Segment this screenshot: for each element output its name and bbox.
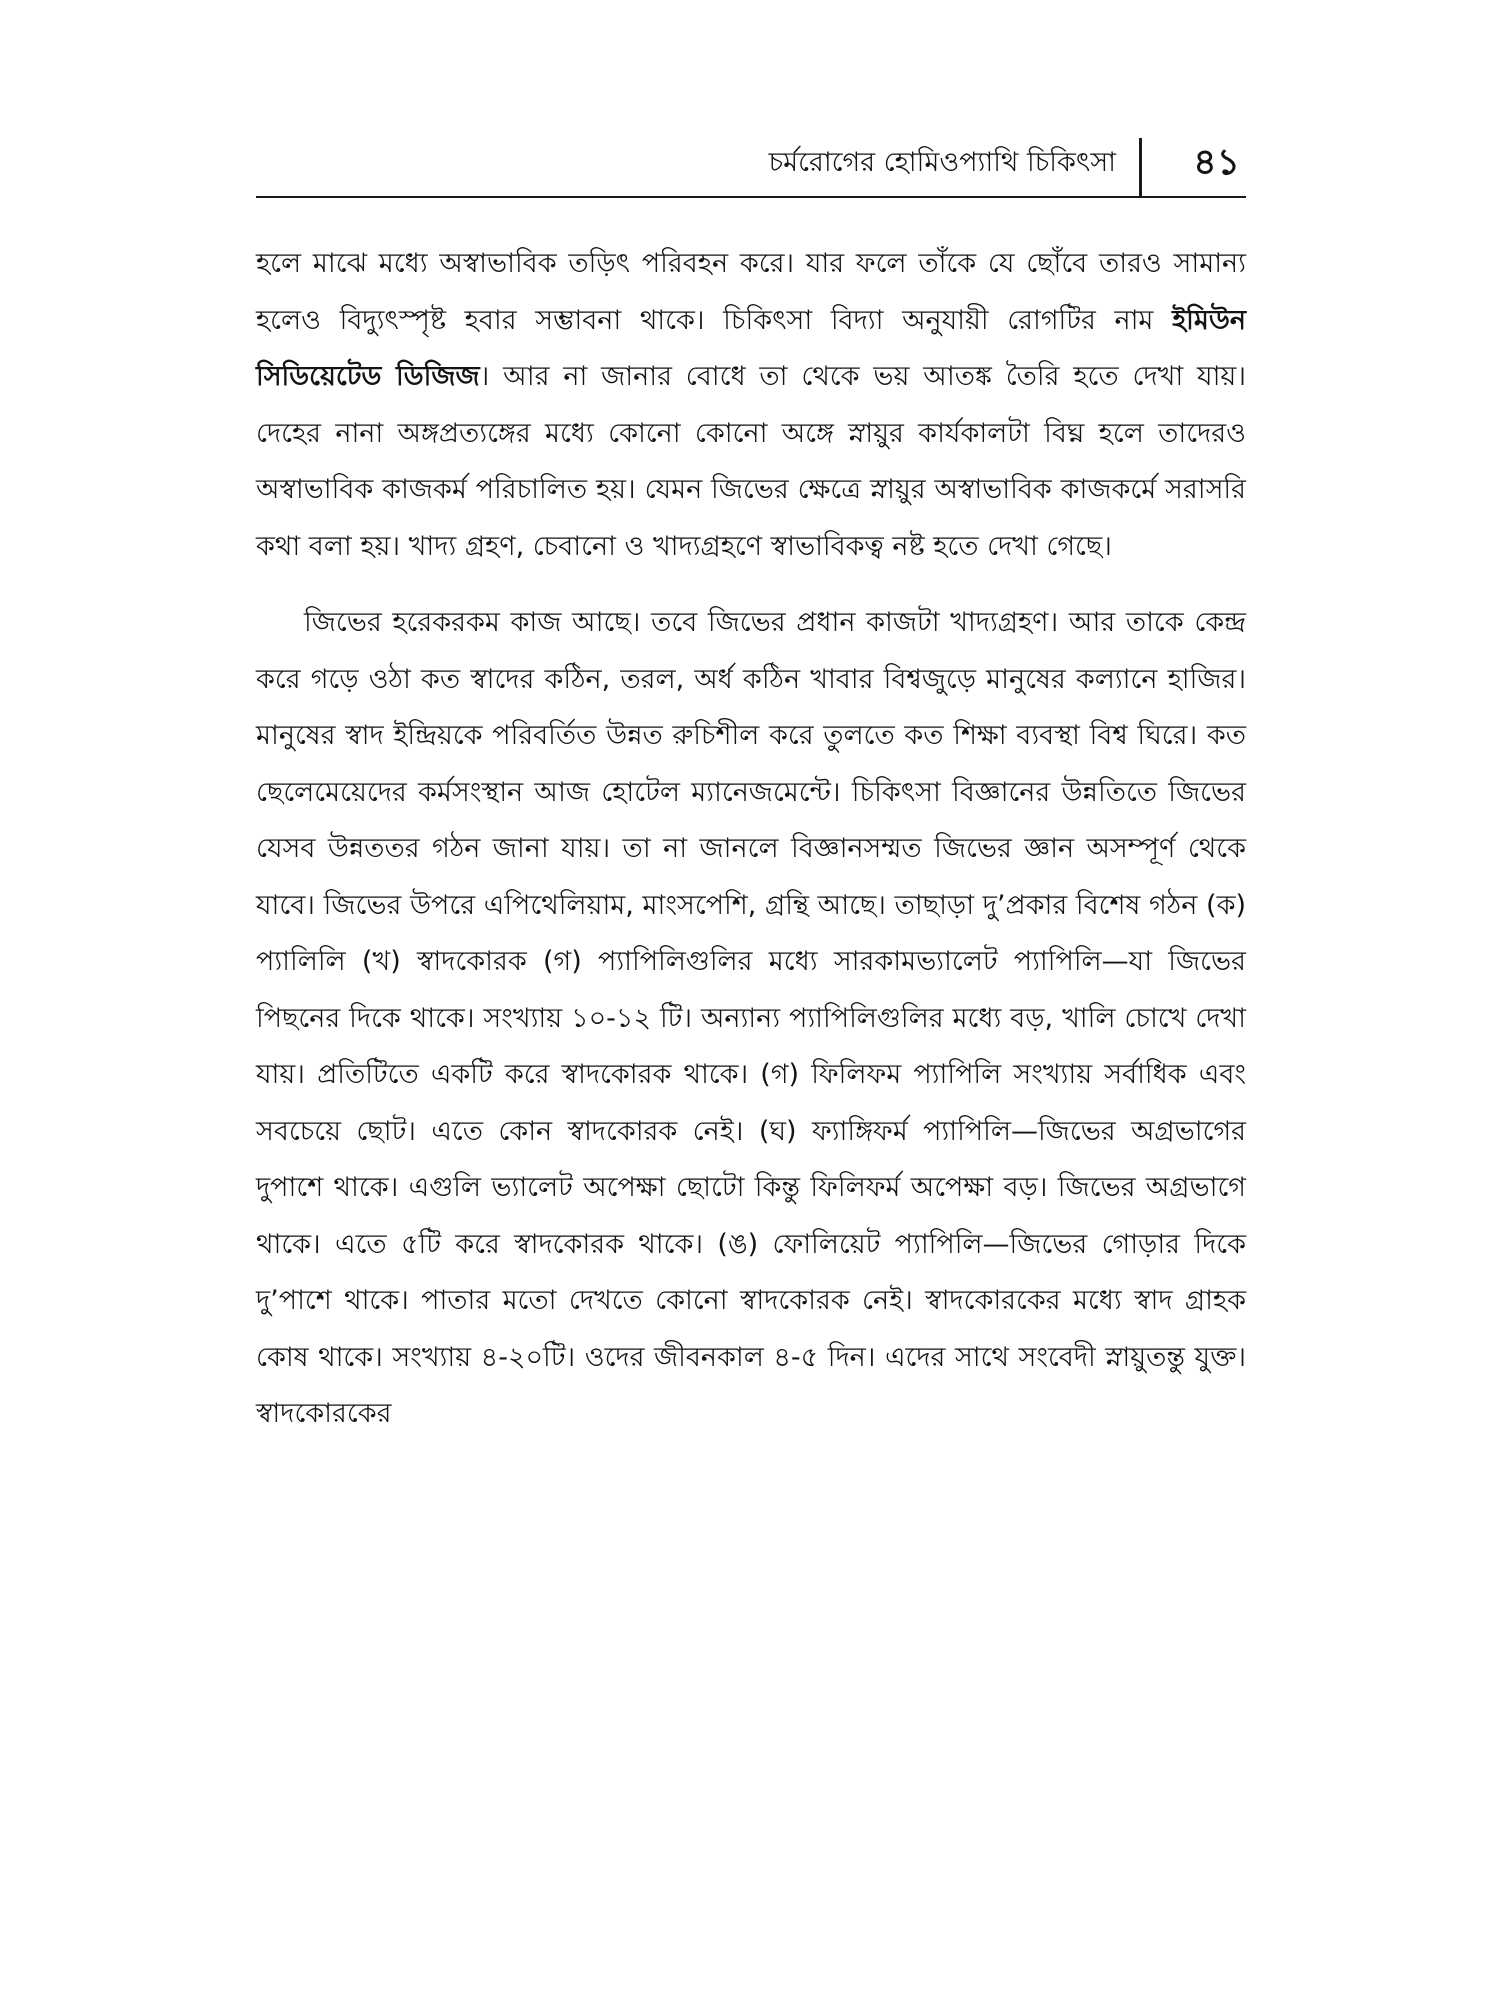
running-title: চর্মরোগের হোমিওপ্যাথি চিকিৎসা <box>768 147 1116 178</box>
paragraph-1-text-start: হলে মাঝে মধ্যে অস্বাভাবিক তড়িৎ পরিবহন করে। যার ফলে তাঁকে যে ছোঁবে তারও সামান্য হলেও বিদ্যুৎস্পৃষ্ট হবার সম্ভাবনা থাকে। চিকিৎসা বিদ্যা অনুযায়ী রোগটির নাম <box>256 248 1246 336</box>
bold-term: ইমিউন সিডিয়েটেড ডিজিজ <box>256 304 1246 392</box>
header-separator <box>1139 138 1142 196</box>
paragraph-1-text-end: । আর না জানার বোধে তা থেকে ভয় আতঙ্ক তৈরি হতে দেখা যায়। দেহের নানা অঙ্গপ্রত্যঙ্গের মধ্যে কোনো কোনো অঙ্গে স্নায়ুর কার্যকালটা বিঘ্ন হলে তাদেরও অস্বাভাবিক কাজকর্ম পরিচালিত হয়। যেমন জিভের ক্ষেত্রে স্নায়ুর অস্বাভাবিক কাজকর্মে সরাসরি কথা বলা হয়। খাদ্য গ্রহণ, চেবানো ও খাদ্যগ্রহণে স্বাভাবিকত্ব নষ্ট হতে দেখা গেছে। <box>256 361 1246 562</box>
running-header <box>256 138 1246 194</box>
body-text <box>256 236 1246 1443</box>
paragraph-2: জিভের হরেকরকম কাজ আছে। তবে জিভের প্রধান কাজটা খাদ্যগ্রহণ। আর তাকে কেন্দ্র করে গড়ে ওঠা কত স্বাদের কঠিন, তরল, অর্ধ কঠিন খাবার বিশ্বজুড়ে মানুষের কল্যানে হাজির। মানুষের স্বাদ ইন্দ্রিয়কে পরিবর্তিত উন্নত রুচিশীল করে তুলতে কত শিক্ষা ব্যবস্থা বিশ্ব ঘিরে। কত ছেলেমেয়েদের কর্মসংস্থান আজ হোটেল ম্যানেজমেন্টে। চিকিৎসা বিজ্ঞানের উন্নতিতে জিভের যেসব উন্নততর গঠন জানা যায়। তা না জানলে বিজ্ঞানসম্মত জিভের জ্ঞান অসম্পূর্ণ থেকে যাবে। জিভের উপরে এপিথেলিয়াম, মাংসপেশি, গ্রন্থি আছে। তাছাড়া দু’প্রকার বিশেষ গঠন (ক) প্যালিলি (খ) স্বাদকোরক (গ) প্যাপিলিগুলির মধ্যে সারকামভ্যালেট প্যাপিলি—যা জিভের পিছনের দিকে থাকে। সংখ্যায় ১০-১২ টি। অন্যান্য প্যাপিলিগুলির মধ্যে বড়, খালি চোখে দেখা যায়। প্রতিটিতে একটি করে স্বাদকোরক থাকে। (গ) ফিলিফম প্যাপিলি সংখ্যায় সর্বাধিক এবং সবচেয়ে ছোট। এতে কোন স্বাদকোরক নেই। (ঘ) ফ্যাঙ্গিফর্ম প্যাপিলি—জিভের অগ্রভাগের দুপাশে থাকে। এগুলি ভ্যালেট অপেক্ষা ছোটো কিন্তু ফিলিফর্ম অপেক্ষা বড়। জিভের অগ্রভাগে থাকে। এতে ৫টি করে স্বাদকোরক থাকে। (ঙ) ফোলিয়েট প্যাপিলি—জিভের গোড়ার দিকে দু’পাশে থাকে। পাতার মতো দেখতে কোনো স্বাদকোরক নেই। স্বাদকোরকের মধ্যে স্বাদ গ্রাহক কোষ থাকে। সংখ্যায় ৪-২০টি। ওদের জীবনকাল ৪-৫ দিন। এদের সাথে সংবেদী স্নায়ুতন্তু যুক্ত। স্বাদকোরকের <box>256 607 1246 1429</box>
header-rule <box>256 196 1246 198</box>
page-number: ৪১ <box>1193 142 1240 183</box>
paragraph-1 <box>256 236 1246 575</box>
